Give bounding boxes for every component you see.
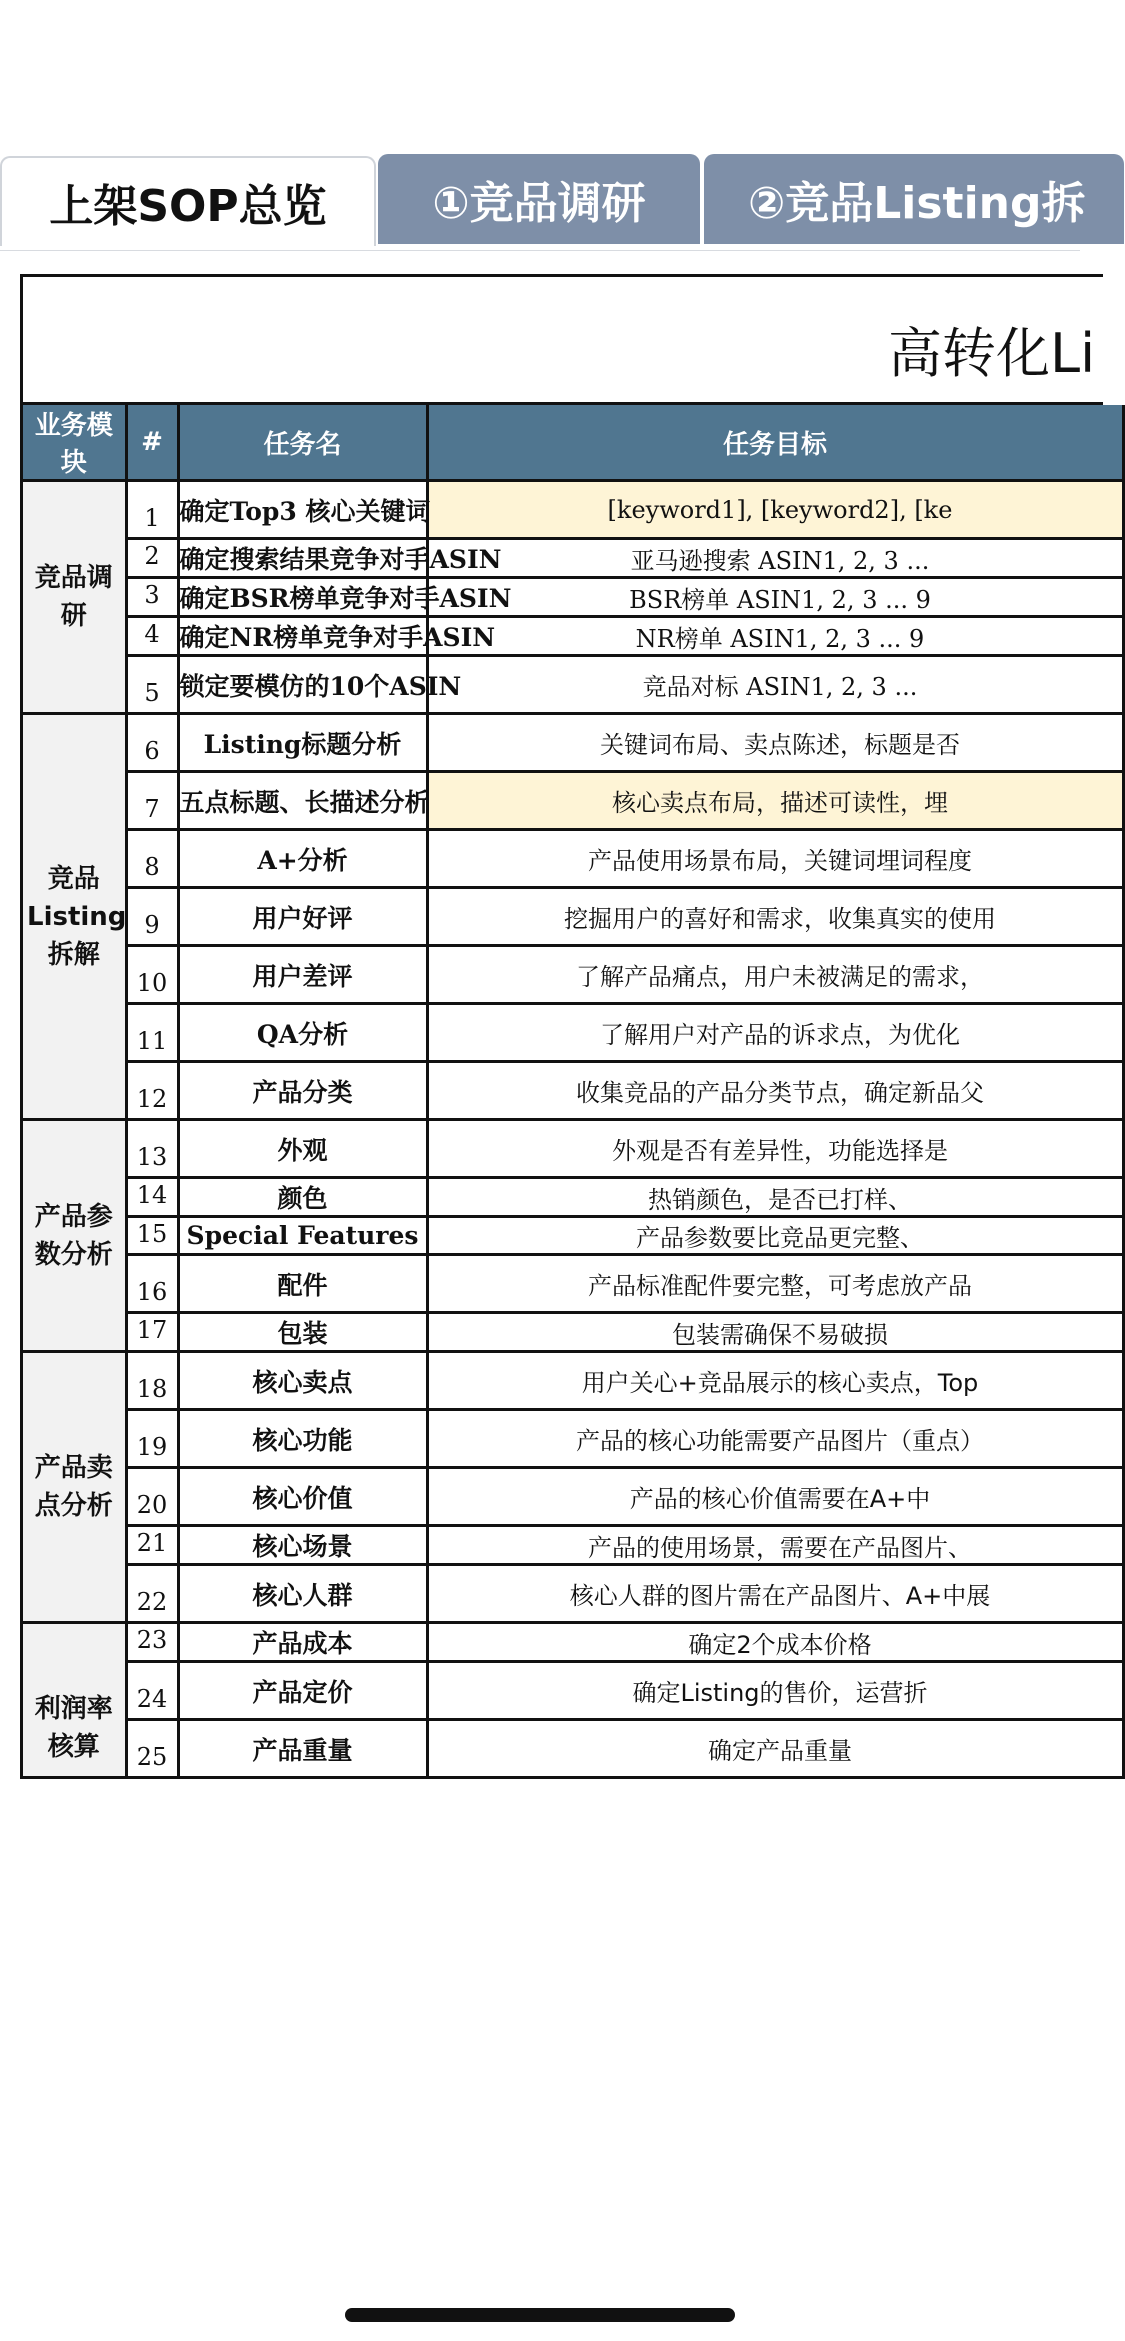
row-num[interactable]: 20 (126, 1468, 178, 1526)
task-cell[interactable]: 确定BSR榜单竞争对手ASIN (178, 578, 427, 617)
row-num[interactable]: 5 (126, 656, 178, 714)
table-row (23, 772, 1123, 830)
table-row (23, 1178, 1123, 1217)
row-num[interactable]: 9 (126, 888, 178, 946)
row-num[interactable]: 16 (126, 1255, 178, 1313)
row-num[interactable]: 1 (126, 481, 178, 539)
goal-cell[interactable]: 亚马逊搜索 ASIN1, 2, 3 ... (427, 539, 1123, 578)
task-cell[interactable]: 产品重量 (178, 1720, 427, 1778)
row-num[interactable]: 19 (126, 1410, 178, 1468)
goal-cell[interactable]: 核心卖点布局，描述可读性，埋 (427, 772, 1123, 830)
table-row (23, 1004, 1123, 1062)
row-num[interactable]: 24 (126, 1662, 178, 1720)
table-row (23, 1526, 1123, 1565)
table-row (23, 1313, 1123, 1352)
task-cell[interactable]: 产品定价 (178, 1662, 427, 1720)
goal-cell[interactable]: 产品标准配件要完整，可考虑放产品 (427, 1255, 1123, 1313)
row-num[interactable]: 4 (126, 617, 178, 656)
sop-table (23, 405, 1125, 1779)
table-row (23, 714, 1123, 772)
task-cell[interactable]: 确定NR榜单竞争对手ASIN (178, 617, 427, 656)
table-row (23, 1255, 1123, 1313)
row-num[interactable]: 10 (126, 946, 178, 1004)
spreadsheet (20, 274, 1103, 1779)
table-row (23, 578, 1123, 617)
table-row (23, 1662, 1123, 1720)
table-row (23, 1062, 1123, 1120)
row-num[interactable]: 8 (126, 830, 178, 888)
table-row (23, 481, 1123, 539)
task-cell[interactable]: 确定Top3 核心关键词 (178, 481, 427, 539)
goal-cell[interactable]: 包装需确保不易破损 (427, 1313, 1123, 1352)
sheet-tab-bar (0, 150, 1086, 251)
table-row (23, 830, 1123, 888)
table-row (23, 1565, 1123, 1623)
goal-cell[interactable]: 产品的使用场景，需要在产品图片、 (427, 1526, 1123, 1565)
module-cell[interactable]: 竞品Listing拆解 (23, 714, 126, 1120)
table-row (23, 1352, 1123, 1410)
goal-cell[interactable]: NR榜单 ASIN1, 2, 3 ... 9 (427, 617, 1123, 656)
sheet-title: 高转化Li (888, 322, 1096, 385)
row-num[interactable]: 2 (126, 539, 178, 578)
goal-cell[interactable]: 核心人群的图片需在产品图片、A+中展 (427, 1565, 1123, 1623)
goal-cell[interactable]: 了解用户对产品的诉求点，为优化 (427, 1004, 1123, 1062)
goal-cell[interactable]: 外观是否有差异性，功能选择是 (427, 1120, 1123, 1178)
row-num[interactable]: 15 (126, 1217, 178, 1255)
row-num[interactable]: 23 (126, 1623, 178, 1662)
row-num[interactable]: 6 (126, 714, 178, 772)
task-cell[interactable]: 颜色 (178, 1178, 427, 1217)
module-cell[interactable]: 产品卖点分析 (23, 1352, 126, 1623)
table-row (23, 656, 1123, 714)
task-cell[interactable]: 五点标题、长描述分析 (178, 772, 427, 830)
header-row (23, 405, 1123, 481)
goal-cell[interactable]: 确定Listing的售价，运营折 (427, 1662, 1123, 1720)
goal-cell[interactable]: 确定2个成本价格 (427, 1623, 1123, 1662)
task-cell[interactable]: 配件 (178, 1255, 427, 1313)
goal-cell[interactable]: 热销颜色，是否已打样、 (427, 1178, 1123, 1217)
task-cell[interactable]: QA分析 (178, 1004, 427, 1062)
row-num[interactable]: 7 (126, 772, 178, 830)
table-row (23, 1468, 1123, 1526)
sheet-title-row (23, 277, 1103, 405)
goal-cell[interactable]: 竞品对标 ASIN1, 2, 3 ... (427, 656, 1123, 714)
goal-cell[interactable]: 确定产品重量 (427, 1720, 1123, 1778)
row-num[interactable]: 13 (126, 1120, 178, 1178)
table-row (23, 946, 1123, 1004)
task-cell[interactable]: 用户差评 (178, 946, 427, 1004)
goal-cell[interactable]: 关键词布局、卖点陈述，标题是否 (427, 714, 1123, 772)
goal-cell[interactable]: 产品的核心价值需要在A+中 (427, 1468, 1123, 1526)
task-cell[interactable]: 用户好评 (178, 888, 427, 946)
task-cell[interactable]: 核心场景 (178, 1526, 427, 1565)
task-cell[interactable]: A+分析 (178, 830, 427, 888)
table-row (23, 1720, 1123, 1778)
row-num[interactable]: 17 (126, 1313, 178, 1352)
row-num[interactable]: 18 (126, 1352, 178, 1410)
header-goal[interactable]: 任务目标 (427, 405, 1123, 481)
header-num[interactable]: # (126, 405, 178, 481)
header-task[interactable]: 任务名 (178, 405, 427, 481)
header-module[interactable]: 业务模块 (23, 405, 126, 481)
goal-cell[interactable]: 产品使用场景布局，关键词埋词程度 (427, 830, 1123, 888)
task-cell[interactable]: 包装 (178, 1313, 427, 1352)
home-indicator[interactable] (345, 2308, 735, 2322)
task-cell[interactable]: 核心卖点 (178, 1352, 427, 1410)
module-cell[interactable]: 产品参数分析 (23, 1120, 126, 1352)
table-row (23, 1623, 1123, 1662)
table-row (23, 888, 1123, 946)
task-cell[interactable]: 外观 (178, 1120, 427, 1178)
goal-cell[interactable]: 产品参数要比竞品更完整、 (427, 1217, 1123, 1255)
table-row (23, 1410, 1123, 1468)
tab-competitor-research[interactable]: ①竞品调研 (378, 154, 700, 244)
row-num[interactable]: 11 (126, 1004, 178, 1062)
task-cell[interactable]: 确定搜索结果竞争对手ASIN (178, 539, 427, 578)
table-row (23, 617, 1123, 656)
task-cell[interactable]: 核心价值 (178, 1468, 427, 1526)
row-num[interactable]: 22 (126, 1565, 178, 1623)
tab-competitor-listing[interactable]: ②竞品Listing拆 (704, 154, 1124, 244)
row-num[interactable]: 14 (126, 1178, 178, 1217)
goal-cell[interactable]: 挖掘用户的喜好和需求，收集真实的使用 (427, 888, 1123, 946)
task-cell[interactable]: 产品成本 (178, 1623, 427, 1662)
row-num[interactable]: 12 (126, 1062, 178, 1120)
row-num[interactable]: 25 (126, 1720, 178, 1778)
task-cell[interactable]: 核心人群 (178, 1565, 427, 1623)
row-num[interactable]: 21 (126, 1526, 178, 1565)
module-cell[interactable]: 竞品调研 (23, 481, 126, 714)
task-cell[interactable]: 锁定要模仿的10个ASIN (178, 656, 427, 714)
goal-cell[interactable]: 用户关心+竞品展示的核心卖点，Top (427, 1352, 1123, 1410)
task-cell[interactable]: 核心功能 (178, 1410, 427, 1468)
row-num[interactable]: 3 (126, 578, 178, 617)
table-row (23, 1120, 1123, 1178)
table-row (23, 539, 1123, 578)
goal-cell[interactable]: [keyword1], [keyword2], [ke (427, 481, 1123, 539)
task-cell[interactable]: Listing标题分析 (178, 714, 427, 772)
task-cell[interactable]: Special Features (178, 1217, 427, 1255)
goal-cell[interactable]: BSR榜单 ASIN1, 2, 3 ... 9 (427, 578, 1123, 617)
task-cell[interactable]: 产品分类 (178, 1062, 427, 1120)
table-row (23, 1217, 1123, 1255)
module-cell[interactable]: 利润率核算 (23, 1623, 126, 1778)
goal-cell[interactable]: 收集竞品的产品分类节点，确定新品父 (427, 1062, 1123, 1120)
tab-sop-overview[interactable]: 上架SOP总览 (0, 156, 376, 246)
goal-cell[interactable]: 了解产品痛点，用户未被满足的需求， (427, 946, 1123, 1004)
goal-cell[interactable]: 产品的核心功能需要产品图片（重点） (427, 1410, 1123, 1468)
